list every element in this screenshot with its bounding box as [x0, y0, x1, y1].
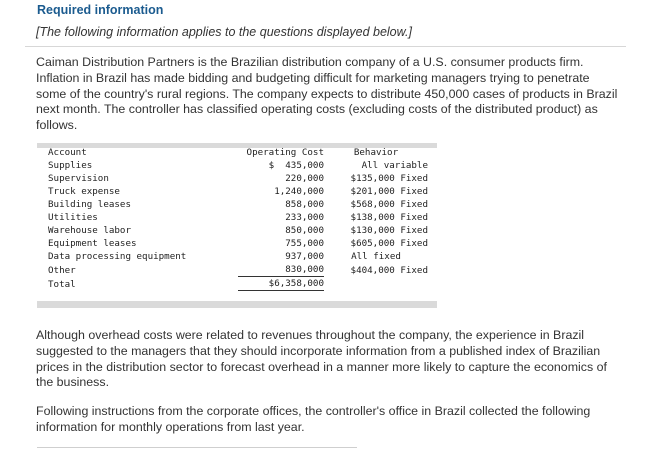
table-row — [37, 198, 428, 211]
table-row — [37, 263, 428, 277]
account-cell: Truck expense — [48, 186, 120, 197]
table-row — [37, 211, 428, 224]
section-divider — [25, 46, 626, 47]
behavior-cell: $605,000 Fixed — [350, 238, 428, 249]
overhead-paragraph: Although overhead costs were related to revenues throughout the company, the experience in Brazil suggested to the managers that they should incorporate information from a published index of Brazilian prices in the distribution sector to forecast overhead in a manner more likely to capture the economics of the business. — [36, 328, 607, 390]
behavior-cell: $135,000 Fixed — [350, 173, 428, 184]
table-row — [37, 237, 428, 250]
cost-cell: 755,000 — [285, 238, 324, 249]
behavior-cell: All fixed — [351, 251, 401, 262]
behavior-cell: $138,000 Fixed — [350, 212, 428, 223]
cost-cell: 1,240,000 — [274, 186, 324, 197]
table-row — [37, 159, 428, 172]
intro-paragraph: Caiman Distribution Partners is the Brazilian distribution company of a U.S. consumer products firm. Inflation in Brazil has made bidding and budgeting difficult for marketing managers trying to penetrate some of the country's rural regions. The company expects to distribute 450,000 cases of products in Brazil next month. The controller has classified operating costs (excluding costs of the distributed product) as follows. — [36, 55, 618, 133]
account-cell: Other — [48, 264, 76, 276]
cost-cell: 858,000 — [285, 199, 324, 210]
table-row — [37, 185, 428, 198]
header-behavior: Behavior — [353, 147, 399, 158]
instructions-paragraph: Following instructions from the corporate offices, the controller's office in Brazil collected the following information for monthly operations from last year. — [36, 404, 591, 434]
behavior-cell: $201,000 Fixed — [350, 186, 428, 197]
applies-note: [The following information applies to the questions displayed below.] — [36, 25, 412, 39]
behavior-cell: $404,000 Fixed — [350, 264, 428, 276]
operating-cost-table — [37, 146, 428, 291]
total-cost: $6,358,000 — [238, 277, 324, 291]
behavior-cell: $568,000 Fixed — [350, 199, 428, 210]
table-row — [37, 172, 428, 185]
account-cell: Building leases — [48, 199, 131, 210]
total-behavior-empty — [324, 277, 428, 291]
cost-cell: $ 435,000 — [268, 160, 324, 171]
cost-cell: 233,000 — [285, 212, 324, 223]
account-cell: Data processing equipment — [48, 251, 187, 262]
total-row — [37, 277, 428, 291]
account-cell: Equipment leases — [48, 238, 137, 249]
behavior-cell: $130,000 Fixed — [350, 225, 428, 236]
table-row — [37, 224, 428, 237]
cost-cell: 937,000 — [285, 251, 324, 262]
table-bottom-band — [37, 301, 437, 308]
account-cell: Supplies — [48, 160, 93, 171]
header-operating-cost: Operating Cost — [246, 147, 324, 158]
required-information-heading: Required information — [37, 3, 164, 17]
next-table-top-border — [37, 447, 357, 448]
table-header-row — [37, 146, 428, 159]
total-label: Total — [48, 278, 76, 290]
table-row — [37, 250, 428, 263]
account-cell: Warehouse labor — [48, 225, 131, 236]
cost-cell: 220,000 — [285, 173, 324, 184]
account-cell: Supervision — [48, 173, 109, 184]
cost-cell: 830,000 — [238, 263, 324, 277]
cost-cell: 850,000 — [285, 225, 324, 236]
behavior-cell: All variable — [361, 160, 428, 171]
account-cell: Utilities — [48, 212, 98, 223]
header-account: Account — [48, 147, 87, 158]
